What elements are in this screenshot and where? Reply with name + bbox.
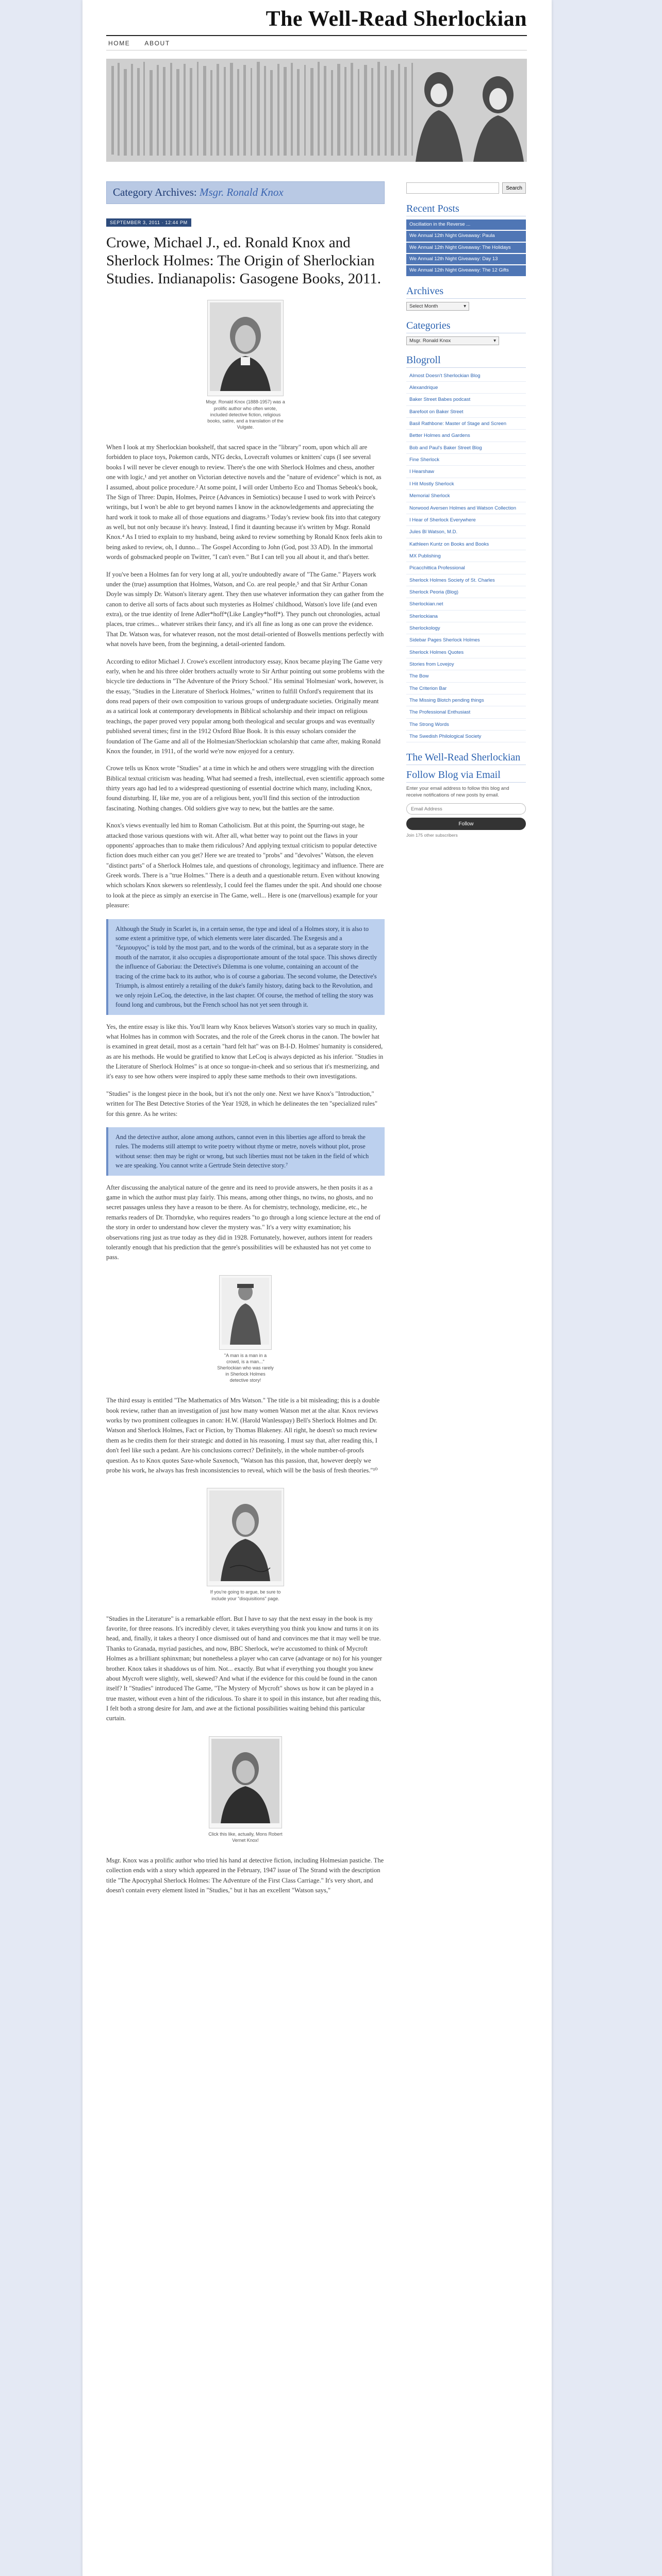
blogroll-item[interactable]: Sherlockiana (406, 612, 526, 622)
post-paragraph: Knox's views eventually led him to Roman Catholicism. But at this point, the Spurring-out stage, he attacked those various questions with wit. After all, what better way to point out the flaws in your opponents' approaches than to make them ridiculous? And applying textual criticism to popular detective fiction does much either can you get? Here we are treated to "probs" and "devolves" Watson, the eleven "distinct parts" of a Sherlock Holmes tale, and questions of chronology, legitimacy and influence. There are Greek words. There is a "true Holmes." There is a deuth and a questionable return. Even without knowing which scholars Knox skewers so relentlessly, I could feel the flames under the spit. And should one choose to look at the piece as simply an exercise in The Game, well... Here is one (marvellous) example for your pleasure: (106, 822, 384, 909)
blogroll-item[interactable]: The Bow (406, 671, 526, 682)
archives-dropdown[interactable] (406, 302, 469, 311)
post-paragraph: Crowe tells us Knox wrote "Studies" at a time in which he and others were struggling with the direction Biblical textual criticism was heading. What had seemed a fresh, intellectual, even scientific approach some thirty years ago had led to a widespread questioning of essential doctrine which many, including Knox, found disturbing. If, like me, you are of a religious bent, you'll find this section of the introduction fascinating. Nothing changes. Old soldiers give way to new, but the battles are the same. (106, 765, 385, 812)
chevron-down-icon: ▾ (493, 337, 496, 344)
post-paragraph: According to editor Michael J. Crowe's excellent introductory essay, Knox became playing The Game very early, when he and his three older brothers actually wrote to Sir Arthur pointing out some problems with the bicycle tire deductions in "The Adventure of the Priory School." His seminal 'Holmesian' work, however, is the essay, "Studies in the Literature of Sherlock Holmes," written to fulfill Oxford's requirement that its dons read papers of their own composition to various groups of undergraduate societies. Originally meant as a satirical look at contemporary developments in Biblical scholarship and their impact on religious teachings, the paper proved very popular among both theological and secular groups and was eventually published several times; first in the 1912 Oxford Blue Book. It is this essay scholars consider the foundation of The Game and all of the Holmesian/Sherlockian scholarship that came after, making Ronald Knox the founder, in 1911, of the world we're now enjoyed for a century. (106, 657, 385, 755)
blogroll-item[interactable]: The Strong Words (406, 720, 526, 731)
chevron-down-icon: ▾ (464, 303, 466, 309)
figure-sketch (106, 1275, 385, 1384)
blogroll-item[interactable]: Sherlock Holmes Society of St. Charles (406, 575, 526, 586)
sidebar (406, 181, 526, 838)
blockquote: And the detective author, alone among authors, cannot even in this liberties age afford to break the rules. The moderns still attempt to write poetry without rhyme or metre, novels without plot, prose without sense: then may be right or wrong, but such liberties must not be taken in the field of which we are speaking. You cannot write a Gertrude Stein detective story.⁷ (106, 1127, 385, 1176)
subscriber-count: Join 175 other subscribers (406, 833, 458, 838)
masthead (106, 7, 527, 162)
nav-home[interactable]: HOME (108, 39, 130, 47)
main-content (106, 181, 385, 1896)
blogroll-item[interactable]: Better Holmes and Gardens (406, 431, 526, 442)
figure-caption: "A man is a man in a crowd, is a man..." Sherlockian who was rarely in Sherlock Holmes detective story! (217, 1352, 274, 1383)
post-paragraph: The third essay is entitled "The Mathematics of Mrs Watson." The title is a bit misleading; this is a double book review, rather than an investigation of just how many women Watson met at the altar. Knox reviews works by two prominent colleagues in canon: H.W. (Harold Wanlesspay) Bell's Sherlock Holmes and Dr. Watson and Sherlock Holmes, Fact or Fiction, by Thomas Blakeney. All right, he doesn't so much review them as he credits them for their strategic and dotted in his reasoning. I must say that, after reading this, I don't feel like such a pedant. Are his conclusions correct? Definitely, in the whole number-of-proofs question. As to Knox quotes Saxe-whole Saxenoch, "Watson has this passion, that, however deeply we probe his work, he always has fresh inconsistencies to reveal, which will be the basis of fresh theories."¹⁰ (106, 1397, 380, 1474)
search-form (406, 182, 526, 194)
figure-knox-portrait (106, 300, 385, 430)
portrait-2-image[interactable] (209, 1490, 282, 1581)
blogroll-item[interactable]: The Swedish Philological Society (406, 732, 526, 742)
blogroll-item[interactable]: The Missing Blotch pending things (406, 696, 526, 706)
blogroll-item[interactable]: Stories from Lovejoy (406, 659, 526, 670)
archives-dropdown-value: Select Month (409, 303, 438, 309)
blogroll-item[interactable]: Baker Street Babes podcast (406, 395, 526, 405)
email-field[interactable] (406, 803, 526, 815)
post-paragraph: "Studies" is the longest piece in the book, but it's not the only one. Next we have Knox's "Introduction," written for The Best Detective Stories of the Year 1928, in which he delineates the ten "specialized rules" for this genre. As he writes: (106, 1090, 378, 1117)
search-button[interactable]: Search (502, 182, 526, 194)
blogroll-item[interactable]: Fine Sherlock (406, 455, 526, 466)
figure-portrait-3 (106, 1736, 385, 1843)
recent-post-item[interactable]: We Annual 12th Night Giveaway: Day 13 (406, 254, 526, 264)
blogroll-list (406, 371, 526, 743)
categories-dropdown[interactable] (406, 336, 499, 345)
archives-title: Archives (406, 285, 526, 299)
blogroll-item[interactable]: Bob and Paul's Baker Street Blog (406, 443, 526, 454)
blogroll-item[interactable]: Basil Rathbone: Master of Stage and Screen (406, 419, 526, 430)
blogroll-item[interactable]: I Hit Mostly Sherlock (406, 479, 526, 490)
post-paragraph: If you've been a Holmes fan for very long at all, you're undoubtedly aware of "The Game." Players work under the (true) assumption that Holmes, Watson, and Co. are real people,⁵ and that Sir Arthur Conan Doyle was simply Dr. Watson's literary agent. They then use whatever information they can gather from the canon to derive all sorts of facts about such mysteries as Holmes' childhood, Watson's love life (and even extra), or the true identity of Irene Adler*hoff*(Like Langley*hoff*). They punch out chronologies, actual places, true crimes... whatever strikes their fancy, and it's all fine as long as one can prove the evidence. That Dr. Watson was, for whatever reason, not the most detail-oriented of Boswells mentions perfectly with what novels have been, from the beginning, a detail-oriented fandom. (106, 570, 384, 648)
figure-portrait-2 (106, 1488, 385, 1601)
blogroll-item[interactable]: Almost Doesn't Sherlockian Blog (406, 371, 526, 382)
figure-caption: Click this like, actually, Mons Robert Vernet Knox! (208, 1831, 283, 1843)
knox-portrait-image[interactable] (210, 302, 281, 391)
follow-title: Follow Blog via Email (406, 769, 526, 783)
blogroll-item[interactable]: Barefoot on Baker Street (406, 407, 526, 418)
site-title[interactable]: The Well-Read Sherlockian (266, 7, 527, 31)
recent-post-item[interactable]: We Annual 12th Night Giveaway: The Holidays (406, 243, 526, 253)
category-archive-header (106, 181, 385, 204)
recent-posts-title: Recent Posts (406, 203, 526, 216)
blogroll-item[interactable]: The Professional Enthusiast (406, 707, 526, 718)
search-input[interactable] (406, 182, 499, 194)
categories-dropdown-value: Msgr. Ronald Knox (409, 337, 451, 344)
category-archive-name[interactable]: Msgr. Ronald Knox (199, 186, 284, 198)
follow-section-title: The Well-Read Sherlockian (406, 752, 526, 765)
page-container (82, 0, 552, 2576)
post-paragraph: After discussing the analytical nature of the genre and its need to provide answers, he then posits it as a game in which the author must play fairly. This means, among other things, no twins, no ghosts, and no secret passages unless they have a reason to be there. As for chemistry, technology, medicine, etc., he remarks readers of Dr. Thorndyke, who requires readers "to go through a long science lecture at the end of the story in order to understand how clever the mystery was." It's a very witty examination; his observations ring just as true today as they did in 1928. Fortunately, however, authors intent for readers tolerantly enough that his prediction that the genre's possibilities will be exhausted has not yet come to pass. (106, 1183, 380, 1261)
post-paragraph: When I look at my Sherlockian bookshelf, that sacred space in the "library" room, upon which all are forbidden to place toys, Pokemon cards, NTG decks, Lovecraft volumes or knitters' cups (I see several books I will never be clever enough to review. There's the one with Sherlock Holmes and chess, another one with logic,¹ and yet another on Victorian detective novels and the "nature of evidence" which is not, as I assumed, about police procedure.² At some point, I will order Umberto Eco and Thomas Sebeok's book, The Sign of Three: Dupin, Holmes, Peirce (Advances in Semiotics) because I used to work with Peirce's writings, but I won't be able to get beyond names I know in the acknowledgements and appreciating the hard work it took to make all of those equations and diagrams.³ Today's review book fits into that category as well, but not only because it's heavy. Instead, I find it daunting because it's written by Msgr. Ronald Knox.⁴ As I tried to explain to my husband, being asked to review something by Ronald Knox feels akin to being asked to review, oh, I dunno... The Gospel According to John (God, post 33 AD). In the immortal words of gobsmacked people on Twitter, "I can't even." But I can tell you all about it, and that's better. (106, 444, 383, 561)
figure-caption: Msgr. Ronald Knox (1888-1957) was a prolific author who often wrote, included detective fiction, religious books, satire, and a translation of the Vulgate. (206, 399, 285, 430)
nav-about[interactable]: ABOUT (144, 39, 170, 47)
blogroll-item[interactable]: MX Publishing (406, 551, 526, 562)
figure-caption: If you're going to argue, be sure to include your "disquisitions" page. (210, 1589, 281, 1601)
blogroll-title: Blogroll (406, 354, 526, 368)
blogroll-item[interactable]: Jules Bl Watson, M.D. (406, 527, 526, 538)
blogroll-item[interactable]: Sherlockian.net (406, 599, 526, 610)
post-paragraph: Msgr. Knox was a prolific author who tried his hand at detective fiction, including Holmesian pastiche. The collection ends with a story which appeared in the February, 1947 issue of The Strand with the description title "The Apocryphal Sherlock Holmes: The Adventure of the First Class Carriage." It's very short, and doesn't contain every element listed in "Studies," but it has an excellent "Watson says," (106, 1857, 384, 1894)
follow-button[interactable]: Follow (406, 818, 526, 830)
post-date[interactable]: SEPTEMBER 3, 2011 · 12:44 PM (106, 218, 191, 227)
follow-description: Enter your email address to follow this blog and receive notifications of new posts by email. (406, 786, 509, 799)
categories-title: Categories (406, 320, 526, 333)
blockquote: Although the Study in Scarlet is, in a certain sense, the type and ideal of a Holmes story, it is also to some extent a primitive type, of which elements were later discarded. The Exegesis and a "δεμιουργος" is told by the most part, and to the words of the criminal, but as a separate story in the mouth of the narrator, it also occupies a disproportionate amount of the total space. This shows directly the influence of Gaboriau: the Detective's Dilemma is one volume, containing an account of the tracing of the crime back to its author, who is of course a gaboriau. The second volume, the Detective's Triumph, is almost entirely a retailing of the duke's family history, dating back to the Revolution, and we only rejoin LeCoq, the detective, in the last chapter. Of course, the method of telling the story was found long and cumbrous, but the French school has not yet seen through it. (106, 919, 385, 1015)
blogroll-item[interactable]: Sidebar Pages Sherlock Holmes (406, 635, 526, 646)
category-archive-prefix: Category Archives: (113, 186, 197, 198)
blogroll-item[interactable]: Sherlockology (406, 623, 526, 634)
recent-post-item[interactable]: Oscillation in the Reverse ... (406, 219, 526, 230)
blogroll-item[interactable]: I Hear of Sherlock Everywhere (406, 515, 526, 526)
blogroll-item[interactable]: Memorial Sherlock (406, 491, 526, 502)
blogroll-item[interactable]: Sherlock Peoria (Blog) (406, 587, 526, 598)
blogroll-item[interactable]: Sherlock Holmes Quotes (406, 648, 526, 658)
post-paragraph: Yes, the entire essay is like this. You'll learn why Knox believes Watson's stories vary so much in quality, what Holmes has in common with Socrates, and the role of the Greek chorus in the canon. The bowler hat is examined in great detail, most as a certain "hard felt hat" was on B-I-D. Holmes' humanity is considered, as are his methods. He would be gratified to know that LeCoq is always depicted as his inferior. "Studies in the Literature of Sherlock Holmes" is at once so tongue-in-cheek and so serious that it's mesmerizing, and it's easy to see how others were inspired to apply these same methods to their own investigations. (106, 1023, 384, 1080)
blogroll-item[interactable]: Picacchittica Professional (406, 563, 526, 574)
blogroll-item[interactable]: Kathleen Kuntz on Books and Books (406, 539, 526, 550)
post-title[interactable]: Crowe, Michael J., ed. Ronald Knox and Sherlock Holmes: The Origin of Sherlockian Studies. Indianapolis: Gasogene Books, 2011. (106, 234, 381, 287)
blogroll-item[interactable]: Alexandrique (406, 383, 526, 394)
blogroll-item[interactable]: Norwood Aversen Holmes and Watson Collection (406, 503, 526, 514)
top-nav (106, 35, 527, 50)
sketch-image[interactable] (222, 1278, 269, 1345)
recent-posts-list (406, 219, 526, 276)
portrait-3-image[interactable] (211, 1739, 279, 1823)
blogroll-item[interactable]: The Criterion Bar (406, 684, 526, 694)
recent-post-item[interactable]: We Annual 12th Night Giveaway: The 12 Gifts (406, 265, 526, 276)
blogroll-item[interactable]: I Hearshaw (406, 467, 526, 478)
post-paragraph: "Studies in the Literature" is a remarkable effort. But I have to say that the next essay in the book is my favorite, for three reasons. It's incredibly clever, it takes everything you think you know and turns it on its head, and, finally, it takes a theory I once dismissed out of hand and convinces me that it may well be true. Thanks to Granada, myriad pastiches, and now, BBC Sherlock, we're accustomed to think of Mycroft Holmes as a brilliant sphinxman; but nonetheless a player who can carve (advantage or no) for his younger brother. Knox takes it shaddows us of him. Not... exactly. But what if everything you thought you knew about Mycroft were slightly, well, skewed? And what if the evidence for this could be found in the canon itself? It "Studies" introduced The Game, "The Mystery of Mycroft" shows us how it can be played in a true master, without even a hint of the ridiculous. To share it to spoil in this instance, but after reading this, I felt both a strong desire for Jam, and awe at the fictional possibilities waiting behind this particular curtain. (106, 1615, 382, 1722)
header-image (106, 59, 527, 162)
recent-post-item[interactable]: We Annual 12th Night Giveaway: Paula (406, 231, 526, 241)
